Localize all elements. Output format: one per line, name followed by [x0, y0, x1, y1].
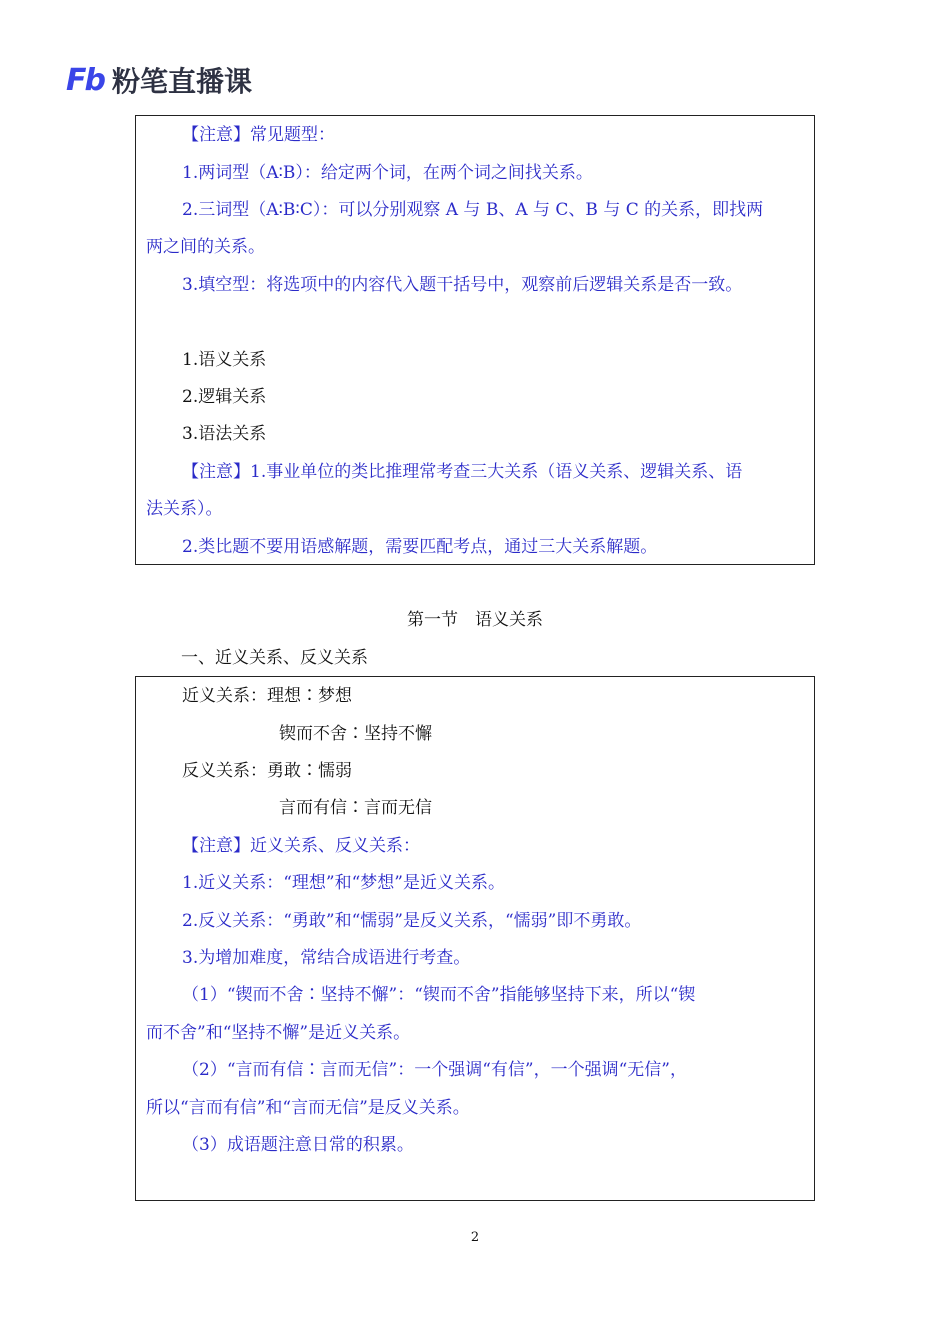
antonym-label: 反义关系： — [182, 761, 267, 781]
relation-semantic: 1.语义关系 — [182, 350, 267, 370]
explain-idioms: 3.为增加难度，常结合成语进行考查。 — [182, 948, 471, 968]
note-tag-2: 【注意】 — [182, 836, 250, 856]
synonym-line — [182, 684, 352, 708]
section-title: 第一节 语义关系 — [407, 610, 543, 630]
logo-mark: Fb — [66, 62, 104, 98]
note-tag: 【注意】 — [182, 125, 250, 145]
relation-logical: 2.逻辑关系 — [182, 387, 267, 407]
synonym-example-1: 理想∶梦想 — [267, 686, 352, 706]
note-title: 常见题型： — [250, 125, 335, 145]
type-three-words: 2.三词型（A∶B∶C）：可以分别观察 A 与 B、A 与 C、B 与 C 的关系，即找两 — [182, 200, 764, 220]
note2-line — [182, 460, 742, 484]
type-two-words: 1.两词型（A∶B）：给定两个词，在两个词之间找关系。 — [182, 163, 593, 183]
explain-item-2: （2）“言而有信∶言而无信”：一个强调“有信”，一个强调“无信”， — [182, 1060, 687, 1080]
note3-line: 2.类比题不要用语感解题，需要匹配考点，通过三大关系解题。 — [182, 537, 658, 557]
note-title-2: 近义关系、反义关系： — [250, 836, 420, 856]
explain-item-1-cont: 而不舍”和“坚持不懈”是近义关系。 — [146, 1023, 411, 1043]
explain-synonym: 1.近义关系：“理想”和“梦想”是近义关系。 — [182, 873, 505, 893]
note-heading-2 — [182, 834, 420, 858]
antonym-example-1: 勇敢∶懦弱 — [267, 761, 352, 781]
subsection-title: 一、近义关系、反义关系 — [181, 648, 368, 668]
logo — [66, 60, 252, 100]
synonym-example-2: 锲而不舍∶坚持不懈 — [279, 724, 432, 744]
type-fill-blank: 3.填空型：将选项中的内容代入题干括号中，观察前后逻辑关系是否一致。 — [182, 275, 743, 295]
explain-item-3: （3）成语题注意日常的积累。 — [182, 1135, 414, 1155]
note-box-synonym-antonym — [135, 676, 815, 1201]
note-heading — [182, 123, 335, 147]
antonym-example-2: 言而有信∶言而无信 — [279, 798, 432, 818]
page-number: 2 — [470, 1230, 480, 1245]
type-three-words-cont: 两之间的关系。 — [146, 237, 265, 257]
note2-text: 1.事业单位的类比推理常考查三大关系（语义关系、逻辑关系、语 — [250, 462, 743, 482]
note2-cont: 法关系）。 — [146, 499, 223, 519]
synonym-label: 近义关系： — [182, 686, 267, 706]
note2-tag: 【注意】 — [182, 462, 250, 482]
antonym-line — [182, 759, 352, 783]
explain-item-2-cont: 所以“言而有信”和“言而无信”是反义关系。 — [146, 1098, 470, 1118]
logo-text: 粉笔直播课 — [111, 65, 252, 98]
relation-grammar: 3.语法关系 — [182, 424, 267, 444]
explain-item-1: （1）“锲而不舍∶坚持不懈”：“锲而不舍”指能够坚持下来，所以“锲 — [182, 985, 696, 1005]
explain-antonym: 2.反义关系：“勇敢”和“懦弱”是反义关系，“懦弱”即不勇敢。 — [182, 911, 642, 931]
note-box-question-types — [135, 115, 815, 565]
